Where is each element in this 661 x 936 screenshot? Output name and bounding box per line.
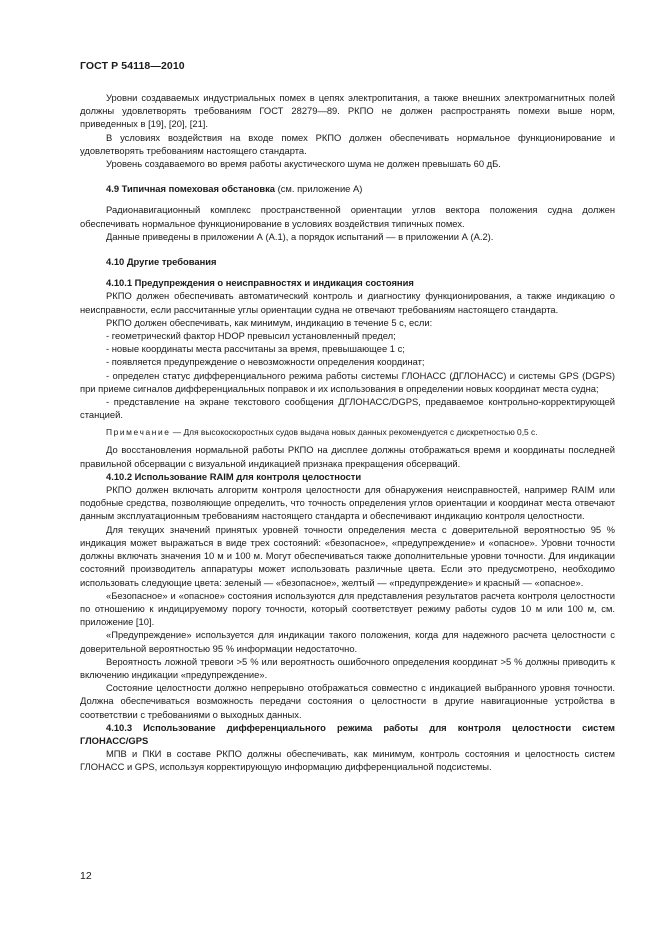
paragraph: РКПО должен обеспечивать, как минимум, индикацию в течение 5 с, если: xyxy=(106,316,433,328)
list-item: - определен статус дифференциального режима работы системы ГЛОНАСС (ДГЛОНАСС) и системы GPS (DGPS) при приеме сигналов дифференциальных поправок и их использования в определении новых координат места судна; xyxy=(80,369,615,394)
section-heading-4-10: 4.10 Другие требования xyxy=(106,256,217,268)
section-reference: (см. приложение А) xyxy=(275,183,363,195)
standard-header: ГОСТ Р 54118—2010 xyxy=(80,60,185,72)
note xyxy=(80,426,615,438)
paragraph: Данные приведены в приложении А (А.1), а порядок испытаний — в приложении А (А.2). xyxy=(106,230,494,242)
list-item: - появляется предупреждение о невозможности определения координат; xyxy=(106,356,425,368)
section-heading-4-10-2: 4.10.2 Использование RAIM для контроля целостности xyxy=(106,470,362,482)
note-label: Примечание xyxy=(106,427,171,438)
paragraph: В условиях воздействия на входе помех РКПО должен обеспечивать нормальное функционирование и удовлетворять требованиям настоящего стандарта. xyxy=(80,131,615,156)
paragraph: РКПО должен включать алгоритм контроля целостности для обнаружения неисправностей, например RAIM или подобные средства, позволяющие определить, что точность определения углов ориентации и координат места отвечают данным эксплуатационным требованиям настоящего стандарта и обеспечивают индикацию контроля целостности. xyxy=(80,484,615,522)
page-number: 12 xyxy=(80,870,92,882)
section-heading-4-10-1: 4.10.1 Предупреждения о неисправностях и индикация состояния xyxy=(106,277,414,289)
paragraph: «Безопасное» и «опасное» состояния используются для представления результатов расчета контроля целостности по отношению к индицируемому порогу точности, который соответствует режиму работы судов 10 м или 100 м, см. приложение [10]. xyxy=(80,589,615,628)
note-text: — Для высокоскоростных судов выдача новых данных рекомендуется с дискретностью 0,5 с. xyxy=(170,427,538,438)
list-item: - геометрический фактор HDOP превысил установленный предел; xyxy=(106,330,396,342)
section-heading-4-9 xyxy=(80,182,615,195)
paragraph: До восстановления нормальной работы РКПО на дисплее должны отображаться время и координаты последней правильной обсервации с визуальной индикацией признака прекращения обсерваций. xyxy=(80,444,615,469)
list-item: - новые координаты места рассчитаны за время, превышающее 1 с; xyxy=(106,343,405,355)
paragraph: Уровень создаваемого во время работы акустического шума не должен превышать 60 дБ. xyxy=(106,158,501,170)
paragraph: РКПО должен обеспечивать автоматический контроль и диагностику функционирования, а также индикацию о неисправности, если рассчитанные углы ориентации судна не отвечают требованиям настоящего стандарта. xyxy=(80,290,615,315)
paragraph: Вероятность ложной тревоги >5 % или вероятность ошибочного определения координат >5 % должны приводить к включению индикации «предупреждение». xyxy=(80,655,615,680)
paragraph: «Предупреждение» используется для индикации такого положения, когда для надежного расчета целостности с доверительной вероятностью 95 % информации недостаточно. xyxy=(80,629,615,654)
paragraph: Уровни создаваемых индустриальных помех в цепях электропитания, а также внешних электромагнитных полей должны удовлетворять требованиям ГОСТ 28279—89. РКПО не должен распространять помехи выше норм, приведенных в [19], [20], [21]. xyxy=(80,92,615,130)
list-item: - представление на экране текстового сообщения ДГЛОНАСС/DGPS, предаваемое контрольно-корректирующей станцией. xyxy=(80,396,615,421)
section-heading-4-10-3: 4.10.3 Использование дифференциального режима работы для контроля целостности систем ГЛОНАСС/GPS xyxy=(80,721,615,746)
paragraph: Для текущих значений принятых уровней точности определения места с доверительной вероятностью 95 % индикация может выражаться в виде трех состояний: «безопасное», «предупреждение» и «опасное». Уровни точности должны включать значения 10 м и 100 м. Могут обеспечиваться также дополнительные уровни точности. Для индикации состояний производитель аппаратуры может использовать различные цвета. Если это предусмотрено, необходимо использовать следующие цвета: зеленый — «безопасное», желтый — «предупреждение» и красный — «опасное». xyxy=(80,523,615,588)
paragraph: Состояние целостности должно непрерывно отображаться совместно с индикацией выбранного уровня точности. Должна обеспечиваться возможность передачи состояния о целостности в другие навигационные устройства в соответствии с требованиями о выходных данных. xyxy=(80,682,615,720)
paragraph: Радионавигационный комплекс пространственной ориентации углов вектора положения судна должен обеспечивать нормальное функционирование в условиях воздействия типичных помех. xyxy=(80,204,615,229)
section-title: 4.9 Типичная помеховая обстановка xyxy=(106,183,275,195)
paragraph: МПВ и ПКИ в составе РКПО должны обеспечивать, как минимум, контроль состояния и целостность систем ГЛОНАСС и GPS, используя корректирующую информацию дифференциальной подсистемы. xyxy=(80,748,615,773)
document-body xyxy=(80,91,615,774)
